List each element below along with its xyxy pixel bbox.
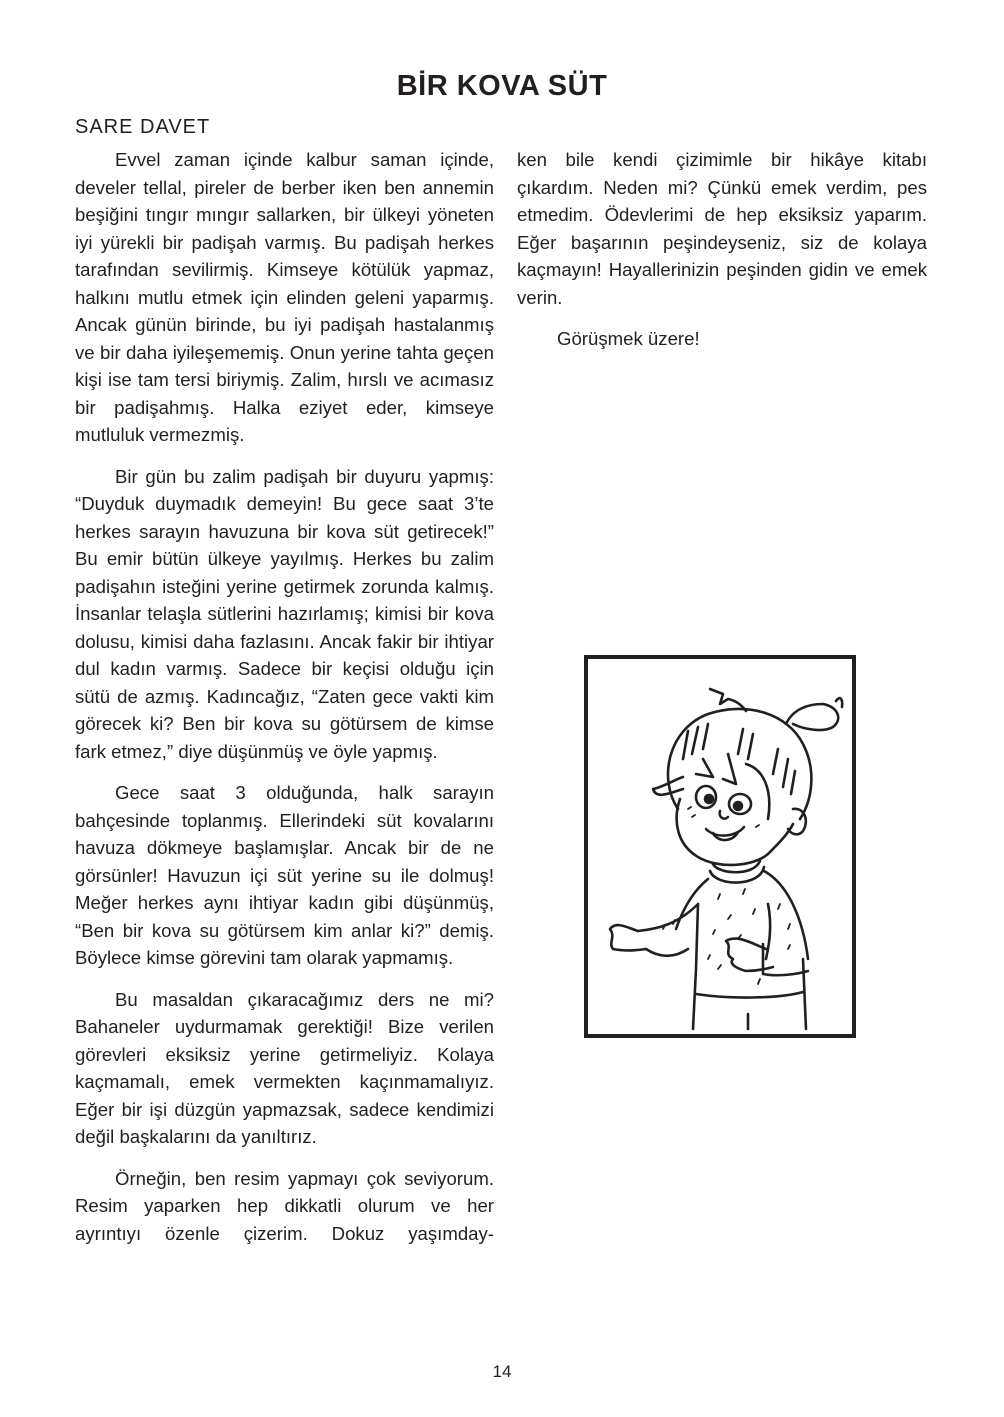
- paragraph: Gece saat 3 olduğunda, halk sarayın bahçesinde toplanmış. Ellerindeki süt kovalarını havuza dökmeye başlamışlar. Ancak bir de ne görsünler! Havuzun içi süt yerine su ile dolmuş! Meğer herkes aynı ihtiyar kadın gibi düşünmüş, “Ben bir kova su götürsem kim anlar ki?” demiş. Böylece kimse görevini tam olarak yapmamış.: [75, 782, 494, 968]
- child-drawing-icon: [588, 659, 852, 1034]
- paragraph-continuation: ken bile kendi çizimimle bir hikâye kitabı çıkardım. Neden mi? Çünkü emek verdim, pes etmedim. Ödevlerimi de hep eksiksiz yaparım. Eğer başarının peşindeyseniz, siz de kolaya kaçmayın! Hayallerinizin peşinden gidin ve emek verin.: [517, 149, 927, 308]
- author-name: SARE DAVET: [75, 116, 211, 138]
- paragraph: Evvel zaman içinde kalbur saman içinde, develer tellal, pireler de berber iken ben annemin beşiğini tıngır mıngır sallarken, bir ülkeyi yöneten iyi yürekli bir padişah varmış. Bu padişah herkes tarafından sevilirmiş. Kimseye kötülük yapmaz, halkını mutlu etmek için elinden geleni yaparmış. Ancak günün birinde, bu iyi padişah hastalanmış ve bir daha iyileşememiş. Onun yerine tahta geçen kişi ise tam tersi biriymiş. Zalim, hırslı ve acımasız bir padişahmış. Halka eziyet eder, kimseye mutluluk vermezmiş.: [75, 149, 494, 445]
- paragraph: Örneğin, ben resim yapmayı çok seviyorum. Resim yaparken hep dikkatli olurum ve her ayrıntıyı özenle çizerim. Dokuz yaşımday-: [75, 1167, 494, 1244]
- right-column: [517, 146, 927, 367]
- left-column: [75, 146, 494, 1261]
- page-title: BİR KOVA SÜT: [396, 70, 608, 102]
- closing-line: Görüşmek üzere!: [557, 328, 700, 349]
- paragraph: Bu masaldan çıkaracağımız ders ne mi? Bahaneler uydurmamak gerektiği! Bize verilen görevleri eksiksiz yerine getirmeliyiz. Kolaya kaçmamalı, emek vermekten kaçınmamalıyız. Eğer bir işi düzgün yapmazsak, sadece kendimizi değil başkalarını da yanıltırız.: [75, 988, 494, 1147]
- page-number: 14: [492, 1362, 512, 1381]
- child-illustration: [584, 655, 856, 1038]
- paragraph: Bir gün bu zalim padişah bir duyuru yapmış: “Duyduk duymadık demeyin! Bu gece saat 3’te herkes sarayın havuzuna bir kova süt getirecek!” Bu emir bütün ülkeye yayılmış. Herkes bu zalim padişahın isteğini yerine getirmek zorunda kalmış. İnsanlar telaşla sütlerini hazırlamış; kimisi bir kova dolusu, kimisi daha fazlasını. Ancak fakir bir ihtiyar dul kadın varmış. Sadece bir keçisi olduğu için sütü de azmış. Kadıncağız, “Zaten gece vakti kim görecek ki? Ben bir kova su götürsem de kimse fark etmez,” diye düşünmüş ve öyle yapmış.: [75, 465, 494, 762]
